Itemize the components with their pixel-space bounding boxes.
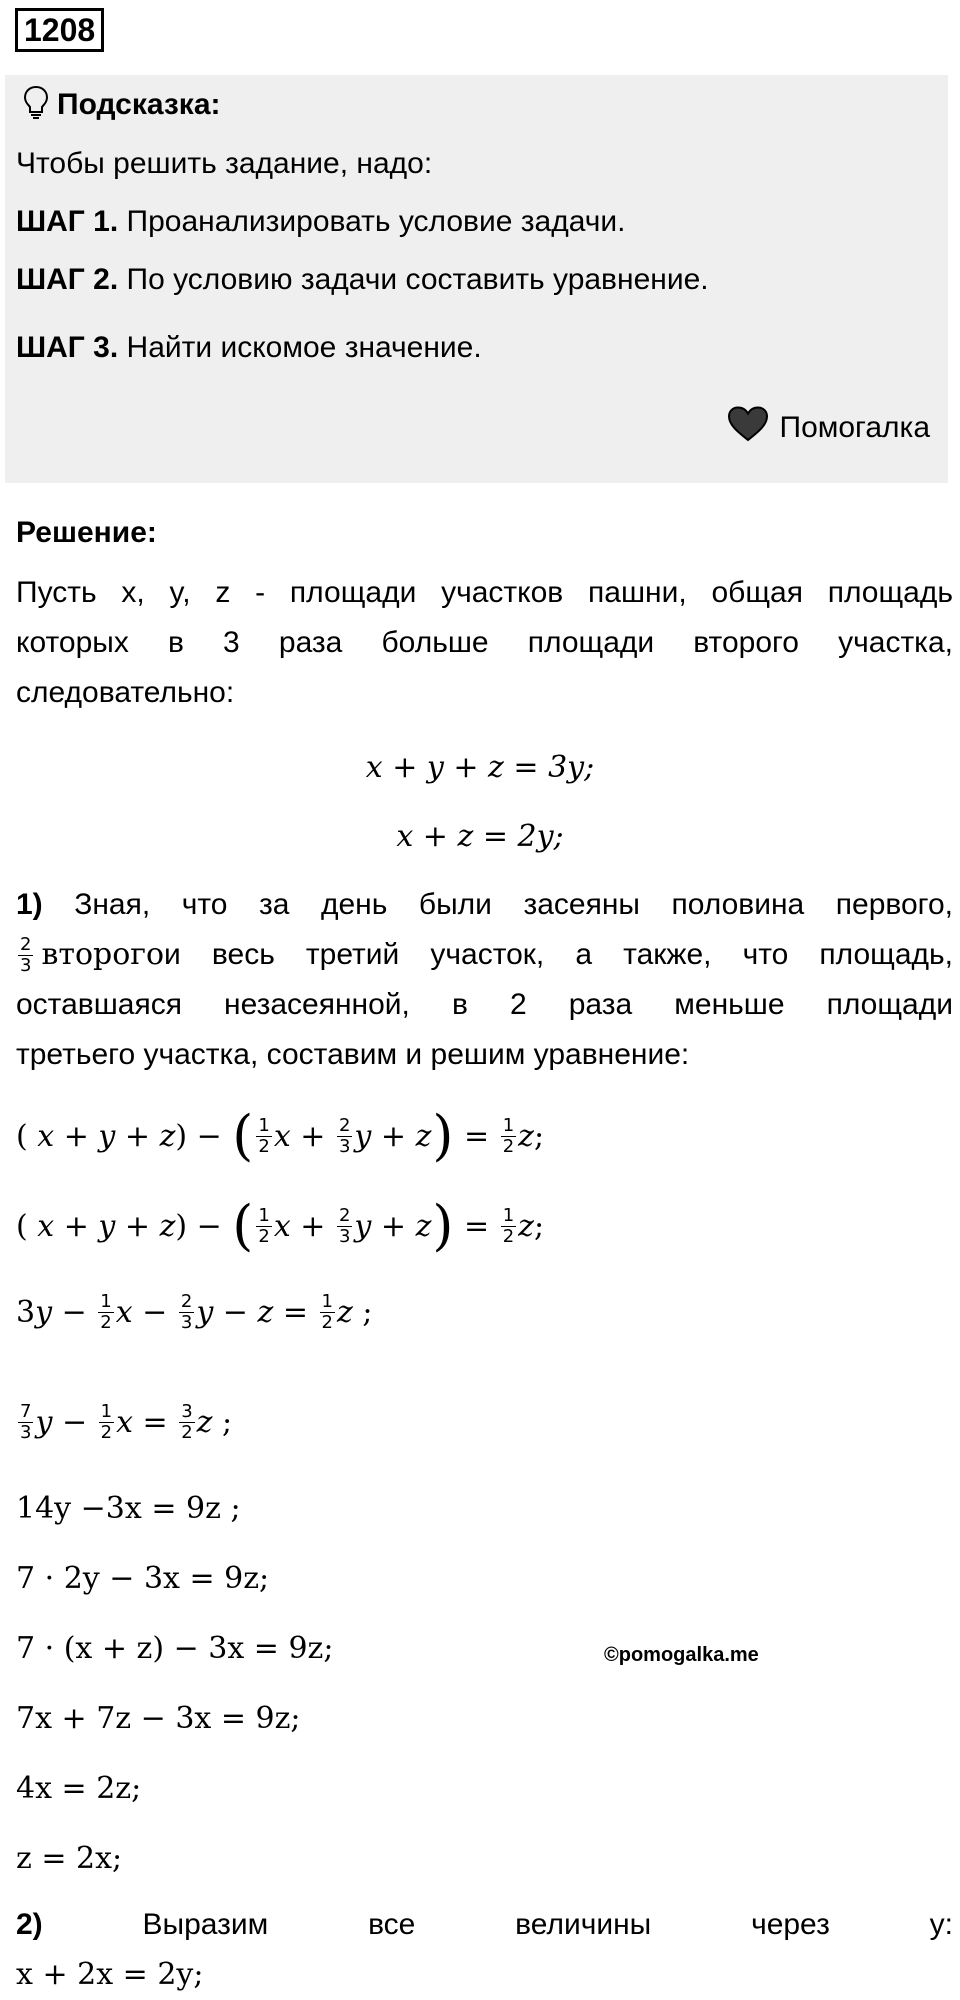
part2-word: y: — [929, 1908, 953, 1941]
watermark: ©pomogalka.me — [604, 1644, 759, 1666]
intro-line-3: следовательно: — [16, 676, 235, 709]
step-label: ШАГ 2. — [16, 263, 119, 296]
part2-word: все — [368, 1908, 416, 1941]
part2-word: величины — [515, 1908, 652, 1941]
equation-step-1: ( x + y + z ) − ( $\frac{1}{2}$ x + $\frac{2}{3}$ y + z ) = $\frac{1}{2}$ z ; — [16, 1104, 545, 1167]
hint-intro: Чтобы решить задание, надо: — [16, 147, 433, 180]
heart-icon — [726, 405, 770, 451]
fraction — [18, 935, 33, 976]
part1-line-2 — [16, 930, 953, 980]
hint-box — [5, 75, 948, 483]
equation-step-4: $\frac{7}{3}$ y − $\frac{1}{2}$ x = $\frac{3}{2}$ z ; — [20, 1400, 233, 1443]
part-label: 1) — [16, 888, 43, 921]
equation-step-9: 4x = 2z; — [16, 1770, 142, 1806]
part1-line-3: оставшаяся незасеянной, в 2 раза меньше площади — [16, 988, 953, 1021]
intro-line-2: которых в 3 раза больше площади второго участка, — [16, 626, 953, 659]
equation-step-2: ( x + y + z ) − ( $\frac{1}{2}$ x + $\frac{2}{3}$ y + z ) = $\frac{1}{2}$ z ; — [16, 1194, 545, 1257]
part-text: Зная, что за день были засеяны половина первого, — [42, 888, 953, 921]
step-label: ШАГ 3. — [16, 331, 119, 364]
part-label: 2) — [16, 1908, 43, 1941]
solution-heading: Решение: — [16, 516, 157, 549]
equation-step-6: 7 · 2y − 3x = 9z; — [16, 1560, 270, 1596]
part1-line-4: третьего участка, составим и решим уравнение: — [16, 1038, 690, 1071]
task-number: 1208 — [15, 8, 104, 52]
lightbulb-icon — [23, 85, 49, 124]
part-text: второго — [41, 937, 165, 972]
step-label: ШАГ 1. — [16, 205, 119, 238]
equation-text: x + y + z = 3y; — [365, 749, 595, 785]
step-text: Проанализировать условие задачи. — [118, 205, 626, 238]
equation-step-3: 3 y − $\frac{1}{2}$ x − $\frac{2}{3}$ y − z = $\frac{1}{2}$ z ; — [16, 1290, 373, 1333]
step-text: Найти искомое значение. — [118, 331, 482, 364]
equation-step-7: 7 · (x + z) − 3x = 9z; — [16, 1630, 334, 1666]
denominator: 3 — [20, 954, 32, 976]
equation-text: x + z = 2y; — [396, 818, 564, 854]
equation-1 — [0, 745, 960, 789]
intro-line-1: Пусть x, y, z - площади участков пашни, общая площадь — [16, 576, 953, 609]
hint-step-3 — [16, 331, 482, 365]
part2-word: Выразим — [142, 1908, 269, 1941]
step-text: По условию задачи составить уравнение. — [118, 263, 709, 296]
part2-equation: x + 2x = 2y; — [16, 1956, 204, 1992]
part2-line — [16, 1900, 953, 1950]
numerator: 2 — [20, 933, 32, 955]
helper-link[interactable] — [726, 405, 931, 451]
part2-word: через — [751, 1908, 830, 1941]
hint-title-label: Подсказка: — [57, 87, 221, 121]
hint-step-2 — [16, 263, 709, 297]
equation-step-8: 7x + 7z − 3x = 9z; — [16, 1700, 301, 1736]
part1-line-1 — [16, 880, 953, 930]
helper-label: Помогалка — [779, 411, 930, 444]
equation-2 — [0, 814, 960, 858]
equation-step-5: 14y −3x = 9z ; — [16, 1490, 241, 1526]
equation-step-10: z = 2x; — [16, 1840, 123, 1876]
hint-step-1 — [16, 205, 625, 239]
hint-title — [23, 85, 221, 124]
part-text: и весь третий участок, а также, что площадь, — [164, 938, 953, 971]
